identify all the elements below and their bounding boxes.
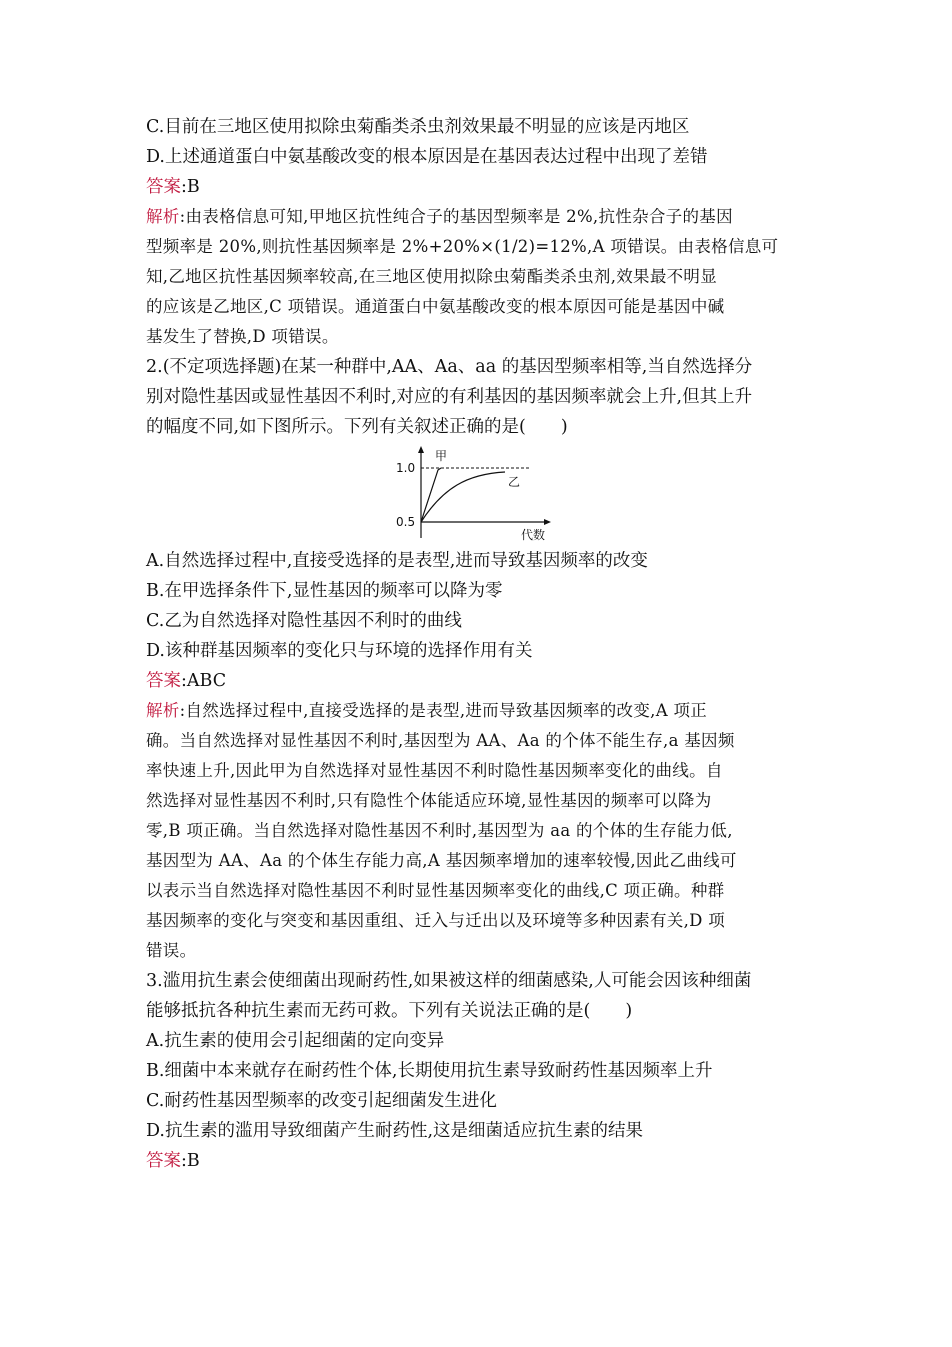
q2-explanation-line xyxy=(146,696,810,726)
q2-explanation-line: 然选择对显性基因不利时,只有隐性个体能适应环境,显性基因的频率可以降为 xyxy=(146,791,712,810)
curve-jia-label: 甲 xyxy=(435,449,448,463)
q1-option-c: C.目前在三地区使用拟除虫菊酯类杀虫剂效果最不明显的应该是丙地区 xyxy=(146,117,690,137)
q2-explanation-line: 零,B 项正确。当自然选择对隐性基因不利时,基因型为 aa 的个体的生存能力低, xyxy=(146,821,733,840)
answer-label: 答案 xyxy=(146,177,181,197)
gene-frequency-graph xyxy=(395,446,560,546)
q2-stem-line: 别对隐性基因或显性基因不利时,对应的有利基因的基因频率就会上升,但其上升 xyxy=(146,387,753,407)
answer-label: 答案 xyxy=(146,1151,181,1171)
gene-frequency-figure xyxy=(395,446,560,546)
q3-option: D.抗生素的滥用导致细菌产生耐药性,这是细菌适应抗生素的结果 xyxy=(146,1121,644,1141)
q3-stem-line: 3.滥用抗生素会使细菌出现耐药性,如果被这样的细菌感染,人可能会因该种细菌 xyxy=(146,971,752,991)
answer-value: :B xyxy=(181,177,200,197)
q1-explanation-line: 的应该是乙地区,C 项错误。通道蛋白中氨基酸改变的根本原因可能是基因中碱 xyxy=(146,297,725,316)
q1-explanation-line: 知,乙地区抗性基因频率较高,在三地区使用拟除虫菊酯类杀虫剂,效果最不明显 xyxy=(146,267,718,286)
q2-stem-line: 2.(不定项选择题)在某一种群中,AA、Aa、aa 的基因型频率相等,当自然选择分 xyxy=(146,357,753,377)
curve-yi-label: 乙 xyxy=(508,475,521,489)
q3-stem-line: 能够抵抗各种抗生素而无药可救。下列有关说法正确的是( ) xyxy=(146,1001,633,1021)
answer-value: :ABC xyxy=(181,671,227,691)
curve-jia xyxy=(421,468,441,522)
y-bottom-label: 0.5 xyxy=(396,515,416,529)
explanation-label: 解析 xyxy=(146,701,180,720)
answer-value: :B xyxy=(181,1151,200,1171)
q3-option: B.细菌中本来就存在耐药性个体,长期使用抗生素导致耐药性基因频率上升 xyxy=(146,1061,713,1081)
q1-answer xyxy=(146,172,810,202)
answer-label: 答案 xyxy=(146,671,181,691)
x-axis-label: 代数 xyxy=(521,528,546,542)
explanation-text: :由表格信息可知,甲地区抗性纯合子的基因型频率是 2%,抗性杂合子的基因 xyxy=(179,207,733,226)
q2-option: A.自然选择过程中,直接受选择的是表型,进而导致基因频率的改变 xyxy=(146,551,648,571)
q3-option: A.抗生素的使用会引起细菌的定向变异 xyxy=(146,1031,445,1051)
q2-explanation-line: 错误。 xyxy=(146,941,197,960)
q3-answer xyxy=(146,1146,810,1176)
q1-explanation-line: 基发生了替换,D 项错误。 xyxy=(146,327,339,346)
q2-option: C.乙为自然选择对隐性基因不利时的曲线 xyxy=(146,611,462,631)
curve-yi xyxy=(421,472,505,522)
q1-option-d: D.上述通道蛋白中氨基酸改变的根本原因是在基因表达过程中出现了差错 xyxy=(146,147,708,167)
q3-option: C.耐药性基因型频率的改变引起细菌发生进化 xyxy=(146,1091,497,1111)
q2-option: D.该种群基因频率的变化只与环境的选择作用有关 xyxy=(146,641,533,661)
q2-stem-line: 的幅度不同,如下图所示。下列有关叙述正确的是( ) xyxy=(146,417,568,437)
q2-option: B.在甲选择条件下,显性基因的频率可以降为零 xyxy=(146,581,503,601)
x-axis-arrow-icon xyxy=(544,519,551,525)
q2-explanation-line: 以表示当自然选择对隐性基因不利时显性基因频率变化的曲线,C 项正确。种群 xyxy=(146,881,725,900)
q2-explanation-line: 基因型为 AA、Aa 的个体生存能力高,A 基因频率增加的速率较慢,因此乙曲线可 xyxy=(146,851,737,870)
q2-explanation-line: 确。当自然选择对显性基因不利时,基因型为 AA、Aa 的个体不能生存,a 基因频 xyxy=(146,731,735,750)
q2-answer xyxy=(146,666,810,696)
q1-explanation-line: 型频率是 20%,则抗性基因频率是 2%+20%×(1/2)=12%,A 项错误。由表格信息可 xyxy=(146,237,779,256)
q2-explanation-line: 基因频率的变化与突变和基因重组、迁入与迁出以及环境等多种因素有关,D 项 xyxy=(146,911,726,930)
q2-explanation-line: 率快速上升,因此甲为自然选择对显性基因不利时隐性基因频率变化的曲线。自 xyxy=(146,761,723,780)
explanation-label: 解析 xyxy=(146,207,180,226)
y-top-label: 1.0 xyxy=(396,461,416,475)
y-axis-arrow-icon xyxy=(418,446,424,453)
q1-explanation-line xyxy=(146,202,810,232)
explanation-text: :自然选择过程中,直接受选择的是表型,进而导致基因频率的改变,A 项正 xyxy=(179,701,708,720)
